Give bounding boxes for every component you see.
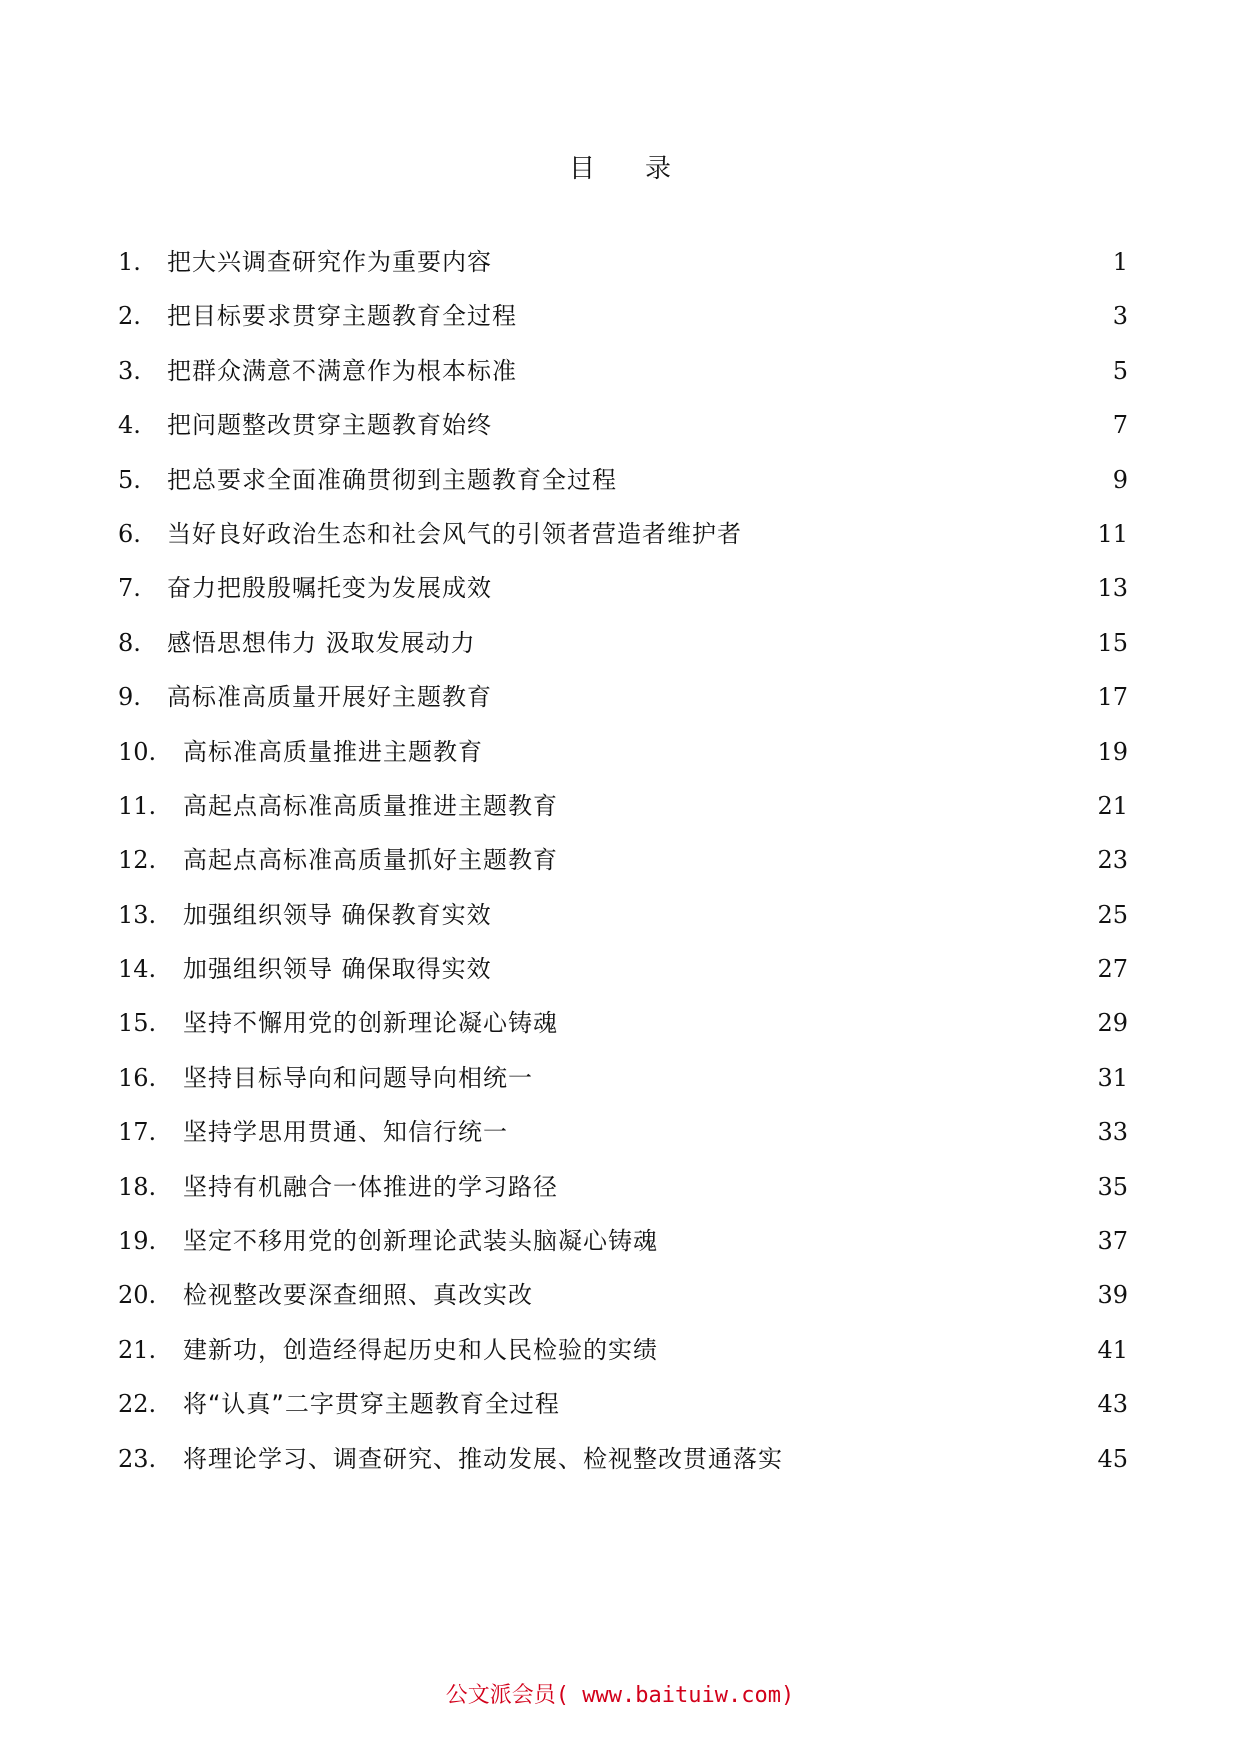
toc-entry-title: 将理论学习、调查研究、推动发展、检视整改贯通落实 — [183, 1444, 783, 1473]
toc-entry[interactable] — [118, 844, 1128, 898]
toc-entry-number: 15. — [118, 1009, 157, 1038]
toc-entry-title: 把群众满意不满意作为根本标准 — [167, 356, 517, 385]
footer-brand: 公文派会员 — [445, 1683, 556, 1708]
toc-entry[interactable] — [118, 1443, 1128, 1497]
toc-entry-page-number: 5 — [1112, 356, 1128, 385]
toc-entry-number: 22. — [118, 1390, 157, 1419]
toc-entry-number: 16. — [118, 1063, 157, 1092]
toc-entry-number: 12. — [118, 846, 157, 875]
toc-entry-title: 奋力把殷殷嘱托变为发展成效 — [167, 574, 492, 603]
toc-entry[interactable] — [118, 300, 1128, 354]
toc-entry-page-number: 29 — [1097, 1009, 1128, 1038]
toc-entry-title: 高起点高标准高质量推进主题教育 — [183, 791, 558, 820]
toc-entry-title: 把目标要求贯穿主题教育全过程 — [167, 302, 517, 331]
toc-entry-page-number: 41 — [1097, 1335, 1128, 1364]
toc-entry-number: 2. — [118, 302, 141, 331]
toc-entry-number: 5. — [118, 465, 141, 494]
toc-entry-page-number: 17 — [1097, 683, 1128, 712]
toc-entry-title: 坚持有机融合一体推进的学习路径 — [183, 1172, 558, 1201]
toc-entry-title: 把总要求全面准确贯彻到主题教育全过程 — [167, 465, 617, 494]
toc-entry[interactable] — [118, 246, 1128, 300]
toc-entry[interactable] — [118, 627, 1128, 681]
toc-entry-page-number: 23 — [1097, 846, 1128, 875]
toc-entry-page-number: 1 — [1112, 248, 1128, 276]
toc-entry-number: 7. — [118, 574, 141, 603]
toc-entry[interactable] — [118, 1007, 1128, 1061]
toc-entry-number: 20. — [118, 1281, 157, 1310]
toc-entry-title: 把问题整改贯穿主题教育始终 — [167, 411, 492, 440]
toc-entry-page-number: 31 — [1097, 1063, 1128, 1092]
toc-entry-number: 8. — [118, 628, 141, 657]
toc-entry-number: 17. — [118, 1118, 157, 1147]
toc-entry-page-number: 27 — [1097, 955, 1128, 984]
toc-entry-number: 4. — [118, 411, 141, 440]
toc-entry-title: 高起点高标准高质量抓好主题教育 — [183, 846, 558, 875]
toc-entry[interactable] — [118, 1279, 1128, 1333]
toc-entry[interactable] — [118, 790, 1128, 844]
toc-entry[interactable] — [118, 1116, 1128, 1170]
toc-entry-number: 6. — [118, 519, 141, 548]
toc-entry-title: 加强组织领导 确保教育实效 — [183, 900, 492, 929]
toc-entry-title: 高标准高质量开展好主题教育 — [167, 683, 492, 712]
toc-entry-title: 坚定不移用党的创新理论武装头脑凝心铸魂 — [183, 1227, 658, 1256]
toc-entry-number: 23. — [118, 1444, 157, 1473]
toc-entry-number: 21. — [118, 1335, 157, 1364]
toc-entry[interactable] — [118, 681, 1128, 735]
toc-entry-number: 10. — [118, 737, 157, 766]
toc-entry-title: 坚持目标导向和问题导向相统一 — [183, 1063, 533, 1092]
toc-entry-title: 检视整改要深查细照、真改实改 — [183, 1281, 533, 1310]
toc-entry-number: 13. — [118, 900, 157, 929]
toc-entry-title: 建新功，创造经得起历史和人民检验的实绩 — [183, 1335, 658, 1364]
toc-entry[interactable] — [118, 1171, 1128, 1225]
toc-entry-page-number: 33 — [1097, 1118, 1128, 1147]
toc-entry-title: 当好良好政治生态和社会风气的引领者营造者维护者 — [167, 519, 742, 548]
toc-entry-title: 坚持不懈用党的创新理论凝心铸魂 — [183, 1009, 558, 1038]
toc-entry-page-number: 11 — [1097, 519, 1128, 548]
toc-entry[interactable] — [118, 1334, 1128, 1388]
toc-entry-title: 将“认真”二字贯穿主题教育全过程 — [183, 1390, 560, 1419]
footer-watermark — [0, 1678, 1240, 1709]
toc-entry-page-number: 15 — [1097, 628, 1128, 657]
toc-entry[interactable] — [118, 953, 1128, 1007]
toc-entry[interactable] — [118, 736, 1128, 790]
toc-entry-page-number: 39 — [1097, 1281, 1128, 1310]
toc-entry[interactable] — [118, 1388, 1128, 1442]
toc-entry-page-number: 19 — [1097, 737, 1128, 766]
toc-entry-page-number: 35 — [1097, 1172, 1128, 1201]
toc-entry-title: 加强组织领导 确保取得实效 — [183, 955, 492, 984]
toc-entry-page-number: 3 — [1112, 302, 1128, 331]
toc-entry-page-number: 43 — [1097, 1390, 1128, 1419]
toc-entry-page-number: 37 — [1097, 1227, 1128, 1256]
toc-entry[interactable] — [118, 899, 1128, 953]
toc-entry-title: 把大兴调查研究作为重要内容 — [167, 248, 492, 276]
toc-entry-number: 19. — [118, 1227, 157, 1256]
toc-entry[interactable] — [118, 464, 1128, 518]
toc-entry-number: 18. — [118, 1172, 157, 1201]
toc-entry-page-number: 45 — [1097, 1444, 1128, 1473]
toc-entry-page-number: 9 — [1112, 465, 1128, 494]
toc-entry[interactable] — [118, 355, 1128, 409]
toc-entry-number: 14. — [118, 955, 157, 984]
toc-entry[interactable] — [118, 572, 1128, 626]
footer-url: ( www.baituiw.com) — [555, 1683, 795, 1708]
toc-entry-page-number: 25 — [1097, 900, 1128, 929]
toc-entry[interactable] — [118, 409, 1128, 463]
toc-entry-title: 坚持学思用贯通、知信行统一 — [183, 1118, 508, 1147]
toc-entry-number: 1. — [118, 248, 141, 276]
toc-title: 目录 — [568, 154, 721, 184]
toc-entry-page-number: 21 — [1097, 791, 1128, 820]
toc-entry[interactable] — [118, 518, 1128, 572]
toc-entry[interactable] — [118, 1062, 1128, 1116]
toc-entry[interactable] — [118, 1225, 1128, 1279]
toc-entry-page-number: 13 — [1097, 574, 1128, 603]
toc-entry-title: 感悟思想伟力 汲取发展动力 — [167, 628, 476, 657]
toc-entry-title: 高标准高质量推进主题教育 — [183, 737, 483, 766]
toc-entry-number: 9. — [118, 683, 141, 712]
toc-list — [118, 246, 1128, 1497]
toc-entry-number: 11. — [118, 791, 157, 820]
toc-entry-number: 3. — [118, 356, 141, 385]
toc-entry-page-number: 7 — [1112, 411, 1128, 440]
